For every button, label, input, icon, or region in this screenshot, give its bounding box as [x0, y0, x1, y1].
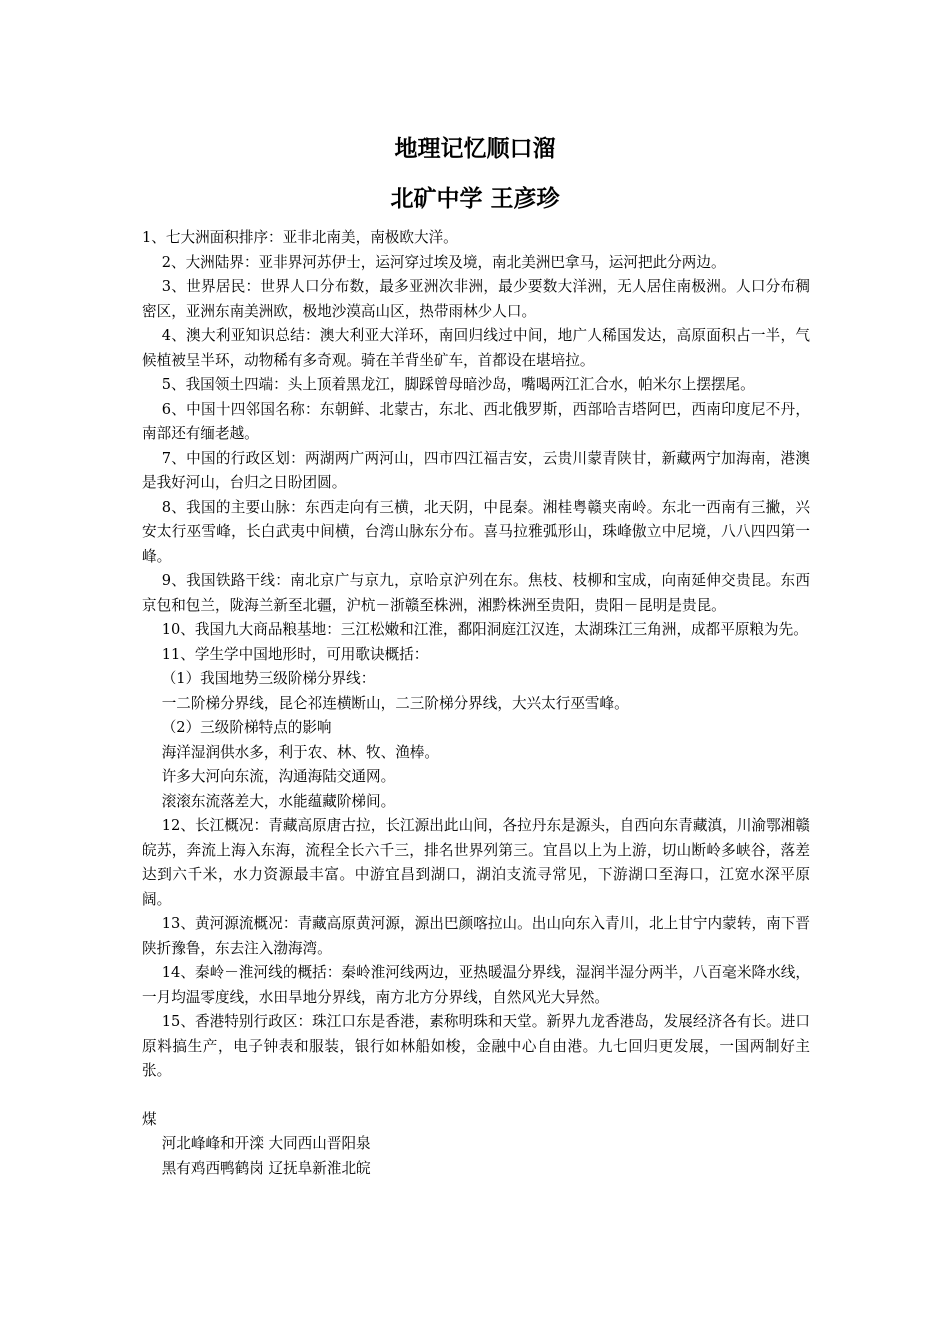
sub-paragraph: （1）我国地势三级阶梯分界线：: [161, 670, 376, 687]
coal-heading: 煤: [142, 1110, 157, 1128]
document-author: 北矿中学 王彦珍: [390, 186, 560, 212]
paragraph: 3、世界居民：世界人口分布数，最多亚洲次非洲，最少要数大洋洲，无人居住南极洲。人口分布稠密区，亚洲东南美洲欧，极地沙漠高山区，热带雨林少人口。: [142, 278, 810, 320]
paragraph: 4、澳大利亚知识总结：澳大利亚大洋环，南回归线过中间，地广人稀国发达，高原面积占一半，气候植被呈半环，动物稀有多奇观。骑在羊背坐矿车，首都设在堪培拉。: [142, 327, 810, 369]
coal-line: 黑有鸡西鸭鹤岗 辽抚阜新淮北皖: [161, 1159, 371, 1177]
sub-paragraph: 滚滚东流落差大，水能蕴藏阶梯间。: [161, 792, 396, 810]
document-title: 地理记忆顺口溜: [394, 136, 556, 162]
paragraph: 1、七大洲面积排序：亚非北南美，南极欧大洋。: [142, 229, 458, 246]
paragraph: 2、大洲陆界：亚非界河苏伊士，运河穿过埃及境，南北美洲巴拿马，运河把此分两边。: [161, 253, 726, 271]
paragraph: 9、我国铁路干线：南北京广与京九，京哈京沪列在东。焦枝、枝柳和宝成，向南延伸交贵昆。东西京包和包兰，陇海兰新至北疆，沪杭－浙赣至株洲，湘黔株洲至贵阳，贵阳－昆明是贵昆。: [142, 572, 810, 614]
paragraph: 7、中国的行政区划：两湖两广两河山，四市四江福吉安，云贵川蒙青陕甘，新藏两宁加海南，港澳是我好河山，台归之日盼团圆。: [142, 449, 810, 491]
sub-paragraph: 许多大河向东流，沟通海陆交通网。: [161, 768, 396, 785]
paragraph: 5、我国领土四端：头上顶着黑龙江，脚踩曾母暗沙岛，嘴喝两江汇合水，帕米尔上摆摆尾。: [161, 376, 755, 393]
sub-paragraph: （2）三级阶梯特点的影响: [161, 719, 332, 736]
coal-line: 河北峰峰和开滦 大同西山晋阳泉: [161, 1135, 371, 1152]
document-body: [142, 226, 810, 1181]
sub-paragraph: 海洋湿润供水多，利于农、林、牧、渔棒。: [161, 743, 439, 761]
paragraph: 10、我国九大商品粮基地：三江松嫩和江淮，鄱阳洞庭江汉连，太湖珠江三角洲，成都平原粮为先。: [161, 621, 808, 638]
blank-line: [142, 1084, 810, 1108]
paragraph: 13、黄河源流概况：青藏高原黄河源，源出巴颜喀拉山。出山向东入青川，北上甘宁内蒙转，南下晋陕折豫鲁，东去注入渤海湾。: [142, 915, 810, 957]
paragraph: 6、中国十四邻国名称：东朝鲜、北蒙古，东北、西北俄罗斯，西部哈吉塔阿巴，西南印度尼不丹，南部还有缅老越。: [142, 400, 810, 442]
paragraph: 14、秦岭－淮河线的概括：秦岭淮河线两边，亚热暖温分界线，湿润半湿分两半，八百毫米降水线，一月均温零度线，水田旱地分界线，南方北方分界线，自然风光大异然。: [142, 964, 810, 1006]
sub-paragraph: 一二阶梯分界线，昆仑祁连横断山，二三阶梯分界线，大兴太行巫雪峰。: [161, 694, 629, 712]
paragraph: 8、我国的主要山脉：东西走向有三横，北天阴，中昆秦。湘桂粤赣夹南岭。东北一西南有三撇，兴安太行巫雪峰，长白武夷中间横，台湾山脉东分布。喜马拉雅弧形山，珠峰傲立中尼境，八八四四第一峰。: [142, 498, 810, 565]
paragraph: 15、香港特别行政区：珠江口东是香港，素称明珠和天堂。新界九龙香港岛，发展经济各有长。进口原料搞生产，电子钟表和服装，银行如林船如梭，金融中心自由港。九七回归更发展，一国两制好主张。: [142, 1013, 810, 1079]
paragraph: 12、长江概况：青藏高原唐古拉，长江源出此山间，各拉丹东是源头，自西向东青藏滇，川渝鄂湘赣皖苏，奔流上海入东海，流程全长六千三，排名世界列第三。宜昌以上为上游，切山断岭多峡谷，落差达到六千米，水力资源最丰富。中游宜昌到湖口，湖泊支流寻常见，下游湖口至海口，江宽水深平原阔。: [142, 817, 810, 908]
paragraph: 11、学生学中国地形时，可用歌诀概括：: [161, 645, 429, 663]
